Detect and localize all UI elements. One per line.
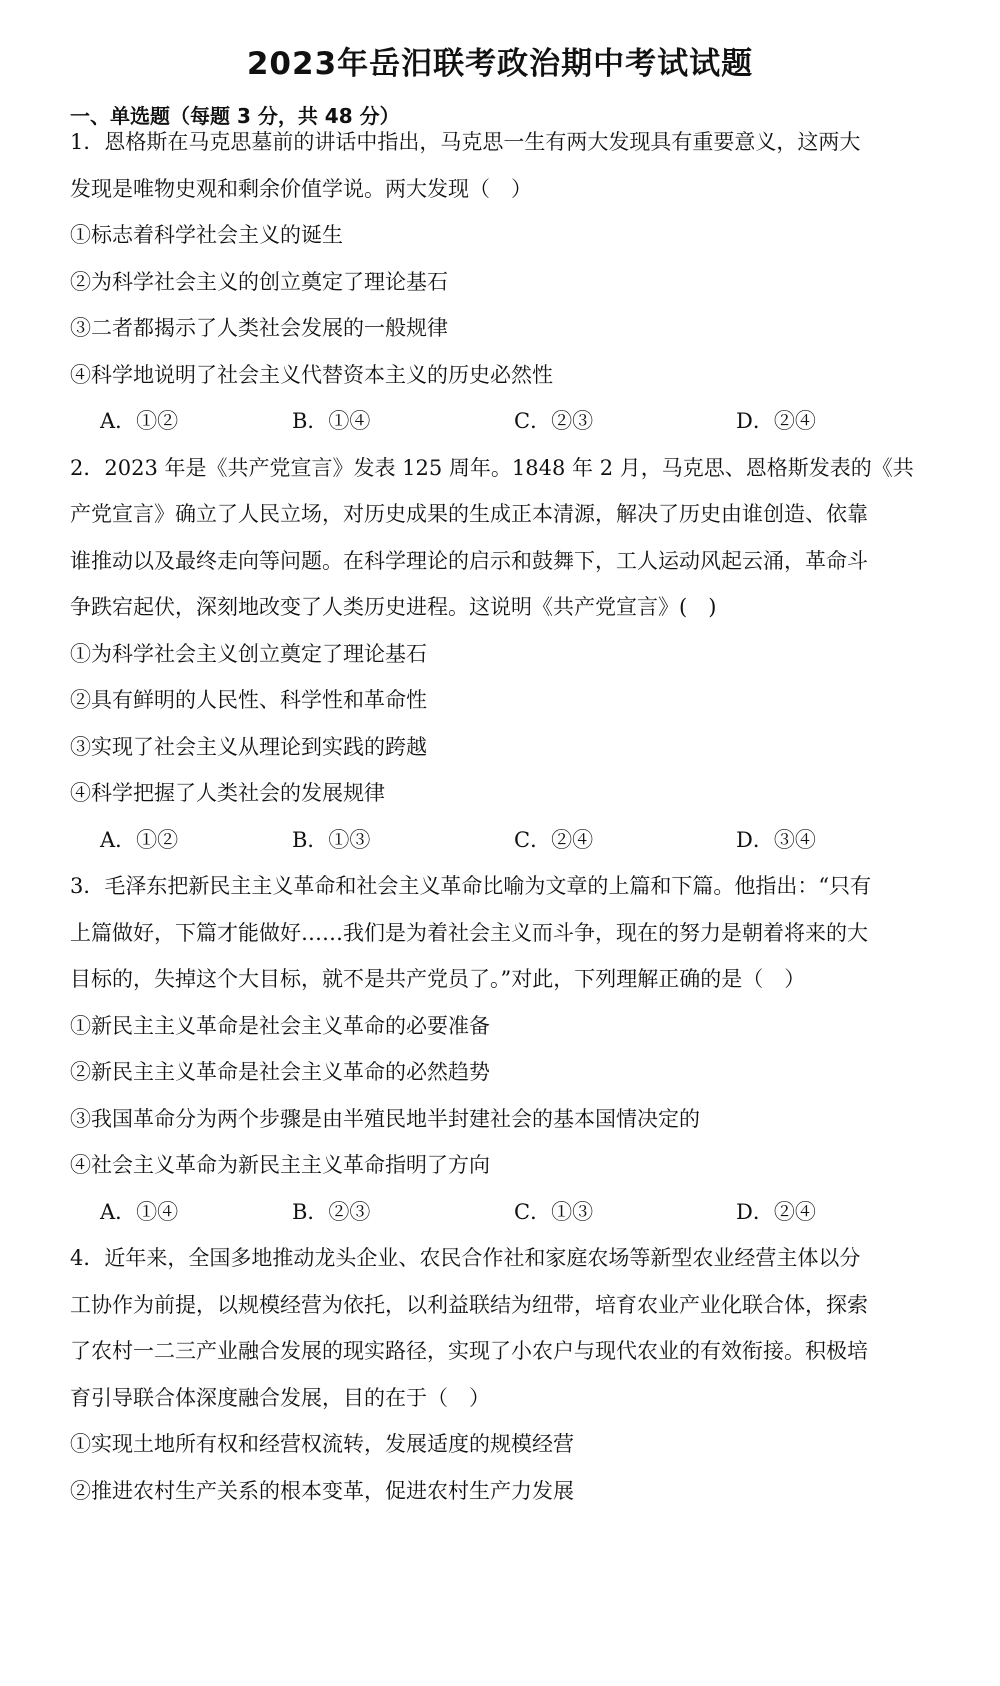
question-item: ④科学把握了人类社会的发展规律 xyxy=(70,781,385,805)
question-item: ②推进农村生产关系的根本变革，促进农村生产力发展 xyxy=(70,1479,574,1503)
option-b: B．①④ xyxy=(292,409,371,433)
option-a: A．①② xyxy=(100,828,179,852)
question-item: ④社会主义革命为新民主主义革命指明了方向 xyxy=(70,1153,490,1177)
option-c: C．②④ xyxy=(514,828,594,852)
option-c: C．①③ xyxy=(514,1200,594,1224)
question-stem-line: 发现是唯物史观和剩余价值学说。两大发现（ ） xyxy=(70,177,532,201)
question-item: ③我国革命分为两个步骤是由半殖民地半封建社会的基本国情决定的 xyxy=(70,1107,700,1131)
option-d: D．②④ xyxy=(736,1200,816,1224)
question-stem-line: 1．恩格斯在马克思墓前的讲话中指出，马克思一生有两大发现具有重要意义，这两大 xyxy=(70,130,861,154)
section-heading: 一、单选题（每题 3 分，共 48 分） xyxy=(70,104,400,128)
question-stem-line: 目标的，失掉这个大目标，就不是共产党员了。”对此，下列理解正确的是（ ） xyxy=(70,967,806,991)
question-item: ④科学地说明了社会主义代替资本主义的历史必然性 xyxy=(70,363,553,387)
option-b: B．②③ xyxy=(292,1200,371,1224)
question-stem-line: 工协作为前提，以规模经营为依托，以利益联结为纽带，培育农业产业化联合体，探索 xyxy=(70,1293,868,1317)
question-stem-line: 谁推动以及最终走向等问题。在科学理论的启示和鼓舞下，工人运动风起云涌，革命斗 xyxy=(70,549,868,573)
page-title: 2023年岳汨联考政治期中考试试题 xyxy=(246,46,754,82)
question-item: ①标志着科学社会主义的诞生 xyxy=(70,223,343,247)
question-item: ③实现了社会主义从理论到实践的跨越 xyxy=(70,735,427,759)
option-c: C．②③ xyxy=(514,409,594,433)
option-d: D．②④ xyxy=(736,409,816,433)
option-a: A．①② xyxy=(100,409,179,433)
question-item: ③二者都揭示了人类社会发展的一般规律 xyxy=(70,316,448,340)
question-stem-line: 4．近年来，全国多地推动龙头企业、农民合作社和家庭农场等新型农业经营主体以分 xyxy=(70,1246,861,1270)
question-stem-line: 产党宣言》确立了人民立场，对历史成果的生成正本清源，解决了历史由谁创造、依靠 xyxy=(70,502,868,526)
question-stem-line: 争跌宕起伏，深刻地改变了人类历史进程。这说明《共产党宣言》( ) xyxy=(70,595,717,619)
question-item: ①实现土地所有权和经营权流转，发展适度的规模经营 xyxy=(70,1432,574,1456)
question-stem-line: 2．2023 年是《共产党宣言》发表 125 周年。1848 年 2 月，马克思、恩格斯发表的《共 xyxy=(70,456,914,480)
question-item: ②新民主主义革命是社会主义革命的必然趋势 xyxy=(70,1060,490,1084)
question-item: ①新民主主义革命是社会主义革命的必要准备 xyxy=(70,1014,490,1038)
question-item: ②为科学社会主义的创立奠定了理论基石 xyxy=(70,270,448,294)
option-b: B．①③ xyxy=(292,828,371,852)
question-item: ②具有鲜明的人民性、科学性和革命性 xyxy=(70,688,427,712)
question-item: ①为科学社会主义创立奠定了理论基石 xyxy=(70,642,427,666)
option-d: D．③④ xyxy=(736,828,816,852)
question-stem-line: 上篇做好，下篇才能做好……我们是为着社会主义而斗争，现在的努力是朝着将来的大 xyxy=(70,921,868,945)
option-a: A．①④ xyxy=(100,1200,179,1224)
question-stem-line: 育引导联合体深度融合发展，目的在于（ ） xyxy=(70,1386,490,1410)
question-stem-line: 3．毛泽东把新民主主义革命和社会主义革命比喻为文章的上篇和下篇。他指出：“只有 xyxy=(70,874,872,898)
question-stem-line: 了农村一二三产业融合发展的现实路径，实现了小农户与现代农业的有效衔接。积极培 xyxy=(70,1339,868,1363)
